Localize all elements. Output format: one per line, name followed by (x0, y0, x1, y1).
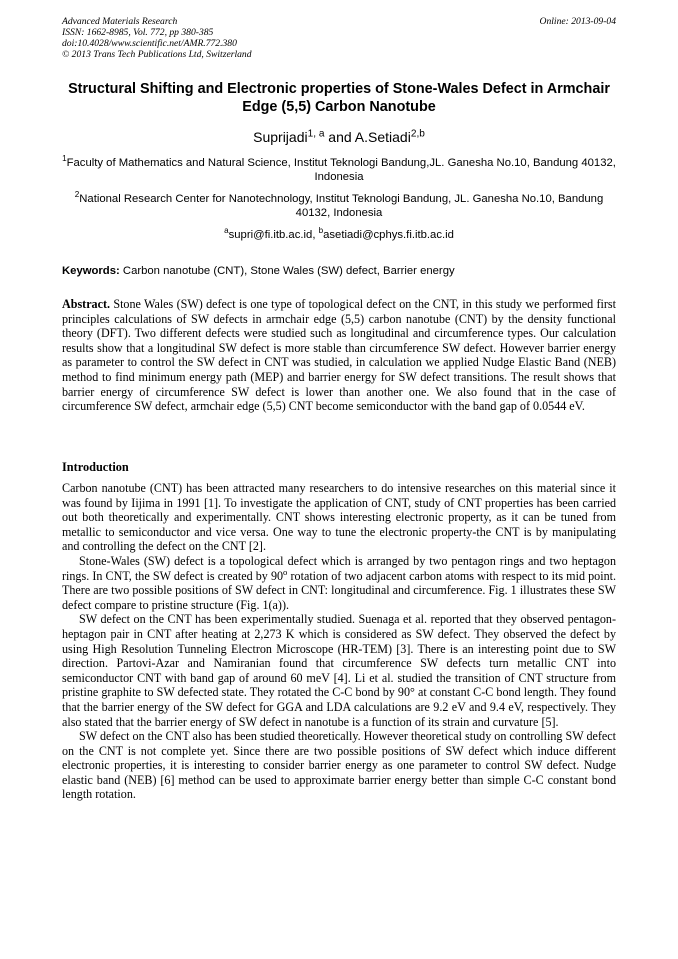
affiliation-number: 1 (62, 154, 67, 164)
email-address: supri@fi.itb.ac.id (228, 229, 313, 241)
intro-paragraph-2 (62, 554, 616, 612)
affiliation-text: Faculty of Mathematics and Natural Science, Institut Teknologi Bandung,JL. Ganesha No.10, Bandung 40132, Indonesia (66, 157, 616, 183)
author-affiliation-mark: 2,b (410, 128, 425, 140)
author-list (0, 128, 678, 146)
keywords-text: Carbon nanotube (CNT), Stone Wales (SW) defect, Barrier energy (119, 265, 455, 277)
author-name: Suprijadi (253, 129, 308, 145)
email-mark: a (224, 226, 229, 236)
introduction-body (62, 481, 616, 802)
email-address: asetiadi@cphys.fi.itb.ac.id (323, 229, 454, 241)
abstract (62, 297, 616, 414)
author-emails (0, 228, 678, 242)
intro-paragraph-4: SW defect on the CNT also has been studied theoretically. However theoretical study on controlling SW defect on the CNT is not complete yet. Since there are two possible positions of SW defect which induce different electronic properties, it is interesting to consider barrier energy as one parameter to control SW defect. Nudge elastic band (NEB) [6] method can be used to approximate barrier energy better than simple C-C constant bond length rotation. (62, 729, 616, 802)
online-date: Online: 2013-09-04 (539, 16, 616, 27)
journal-doi: doi:10.4028/www.scientific.net/AMR.772.380 (62, 38, 237, 49)
journal-issn: ISSN: 1662-8985, Vol. 772, pp 380-385 (62, 27, 214, 38)
journal-copyright: © 2013 Trans Tech Publications Ltd, Switzerland (62, 49, 252, 60)
author-conjunction: and (324, 129, 355, 145)
keywords-label: Keywords: (62, 265, 120, 277)
author-affiliation-mark: 1, a (307, 128, 325, 140)
abstract-text: Stone Wales (SW) defect is one type of topological defect on the CNT, in this study we performed first principles calculations of SW defects in armchair edge (5,5) carbon nanotube (CNT) by the density functional theory (DFT). Two different defects were studied such as longitudinal and circumference types. Our calculation results show that a longitudinal SW defect is more stable than circumference SW defect. However barrier energy as parameter to control the SW defect in CNT was studied, in calculation we applied Nudge Elastic Band (NEB) method to find minimum energy path (MEP) and barrier energy for SW defect transitions. The result shows that barrier energy of circumference SW defect is lower than another one. We also found that in the case of circumference SW defect, armchair edge (5,5) CNT become semiconductor with the band gap of 0.0544 eV. (62, 297, 616, 414)
section-heading: Introduction (62, 460, 129, 474)
email-separator: , (312, 229, 319, 241)
affiliation-2 (60, 192, 618, 220)
paper-title: Structural Shifting and Electronic properties of Stone-Wales Defect in Armchair Edge (5,5) Carbon Nanotube (68, 81, 610, 115)
affiliation-text: National Research Center for Nanotechnology, Institut Teknologi Bandung, JL. Ganesha No.10, Bandung 40132, Indonesia (79, 193, 604, 219)
paragraph-text: rotation of two adjacent carbon atoms with respect to its mid point. There are two possible positions of SW defect in CNT: longitudinal and circumference. Fig. 1 illustrates these SW defect compare to pristine structure (Fig. 1(a)). (62, 568, 616, 612)
keywords (62, 264, 616, 278)
intro-paragraph-1: Carbon nanotube (CNT) has been attracted many researchers to do intensive researches on this material since it was found by Iijima in 1991 [1]. To investigate the application of CNT, study of CNT properties has been carried out both theoretically and experimentally. CNT shows interesting electronic property, as it can be tuned from metallic to semiconductor and vice versa. One way to tune the electronic property-the CNT is by manipulating and controlling the defect on the CNT [2]. (62, 481, 616, 554)
email-mark: b (318, 226, 324, 236)
abstract-label: Abstract. (62, 297, 111, 311)
journal-header (62, 16, 616, 60)
paragraph-text: Stone-Wales (SW) defect is a topological defect which is arranged by two pentagon rings and two heptagon rings. In CNT, the SW defect is created by 90 (62, 553, 616, 583)
abstract-paragraph (62, 297, 616, 414)
affiliation-1 (60, 156, 618, 184)
degree-mark: o (283, 566, 288, 577)
affiliation-number: 2 (74, 190, 80, 200)
author-name: A.Setiadi (354, 129, 411, 145)
journal-name: Advanced Materials Research (62, 16, 178, 27)
intro-paragraph-3: SW defect on the CNT has been experimentally studied. Suenaga et al. reported that they observed pentagon-heptagon pair in CNT after heating at 2,273 K which is considered as SW defect. They observed the defect by using High Resolution Tunneling Electron Microscope (HR-TEM) [3]. There is an interesting point due to SW direction. Partovi-Azar and Namiranian found that circumference SW defects turn metallic CNT into semiconductor CNT with band gap of around 60 meV [4]. Li et al. studied the transition of CNT structure from pristine graphite to SW defected state. They rotated the C-C bond by 90° at constant C-C bond length. They found that the barrier energy of the SW defect for GGA and LDA calculations are 9.2 eV and 9.4 eV, respectively. They also stated that the barrier energy of SW defect in nanotube is a function of its strain and curvature [5]. (62, 612, 616, 729)
